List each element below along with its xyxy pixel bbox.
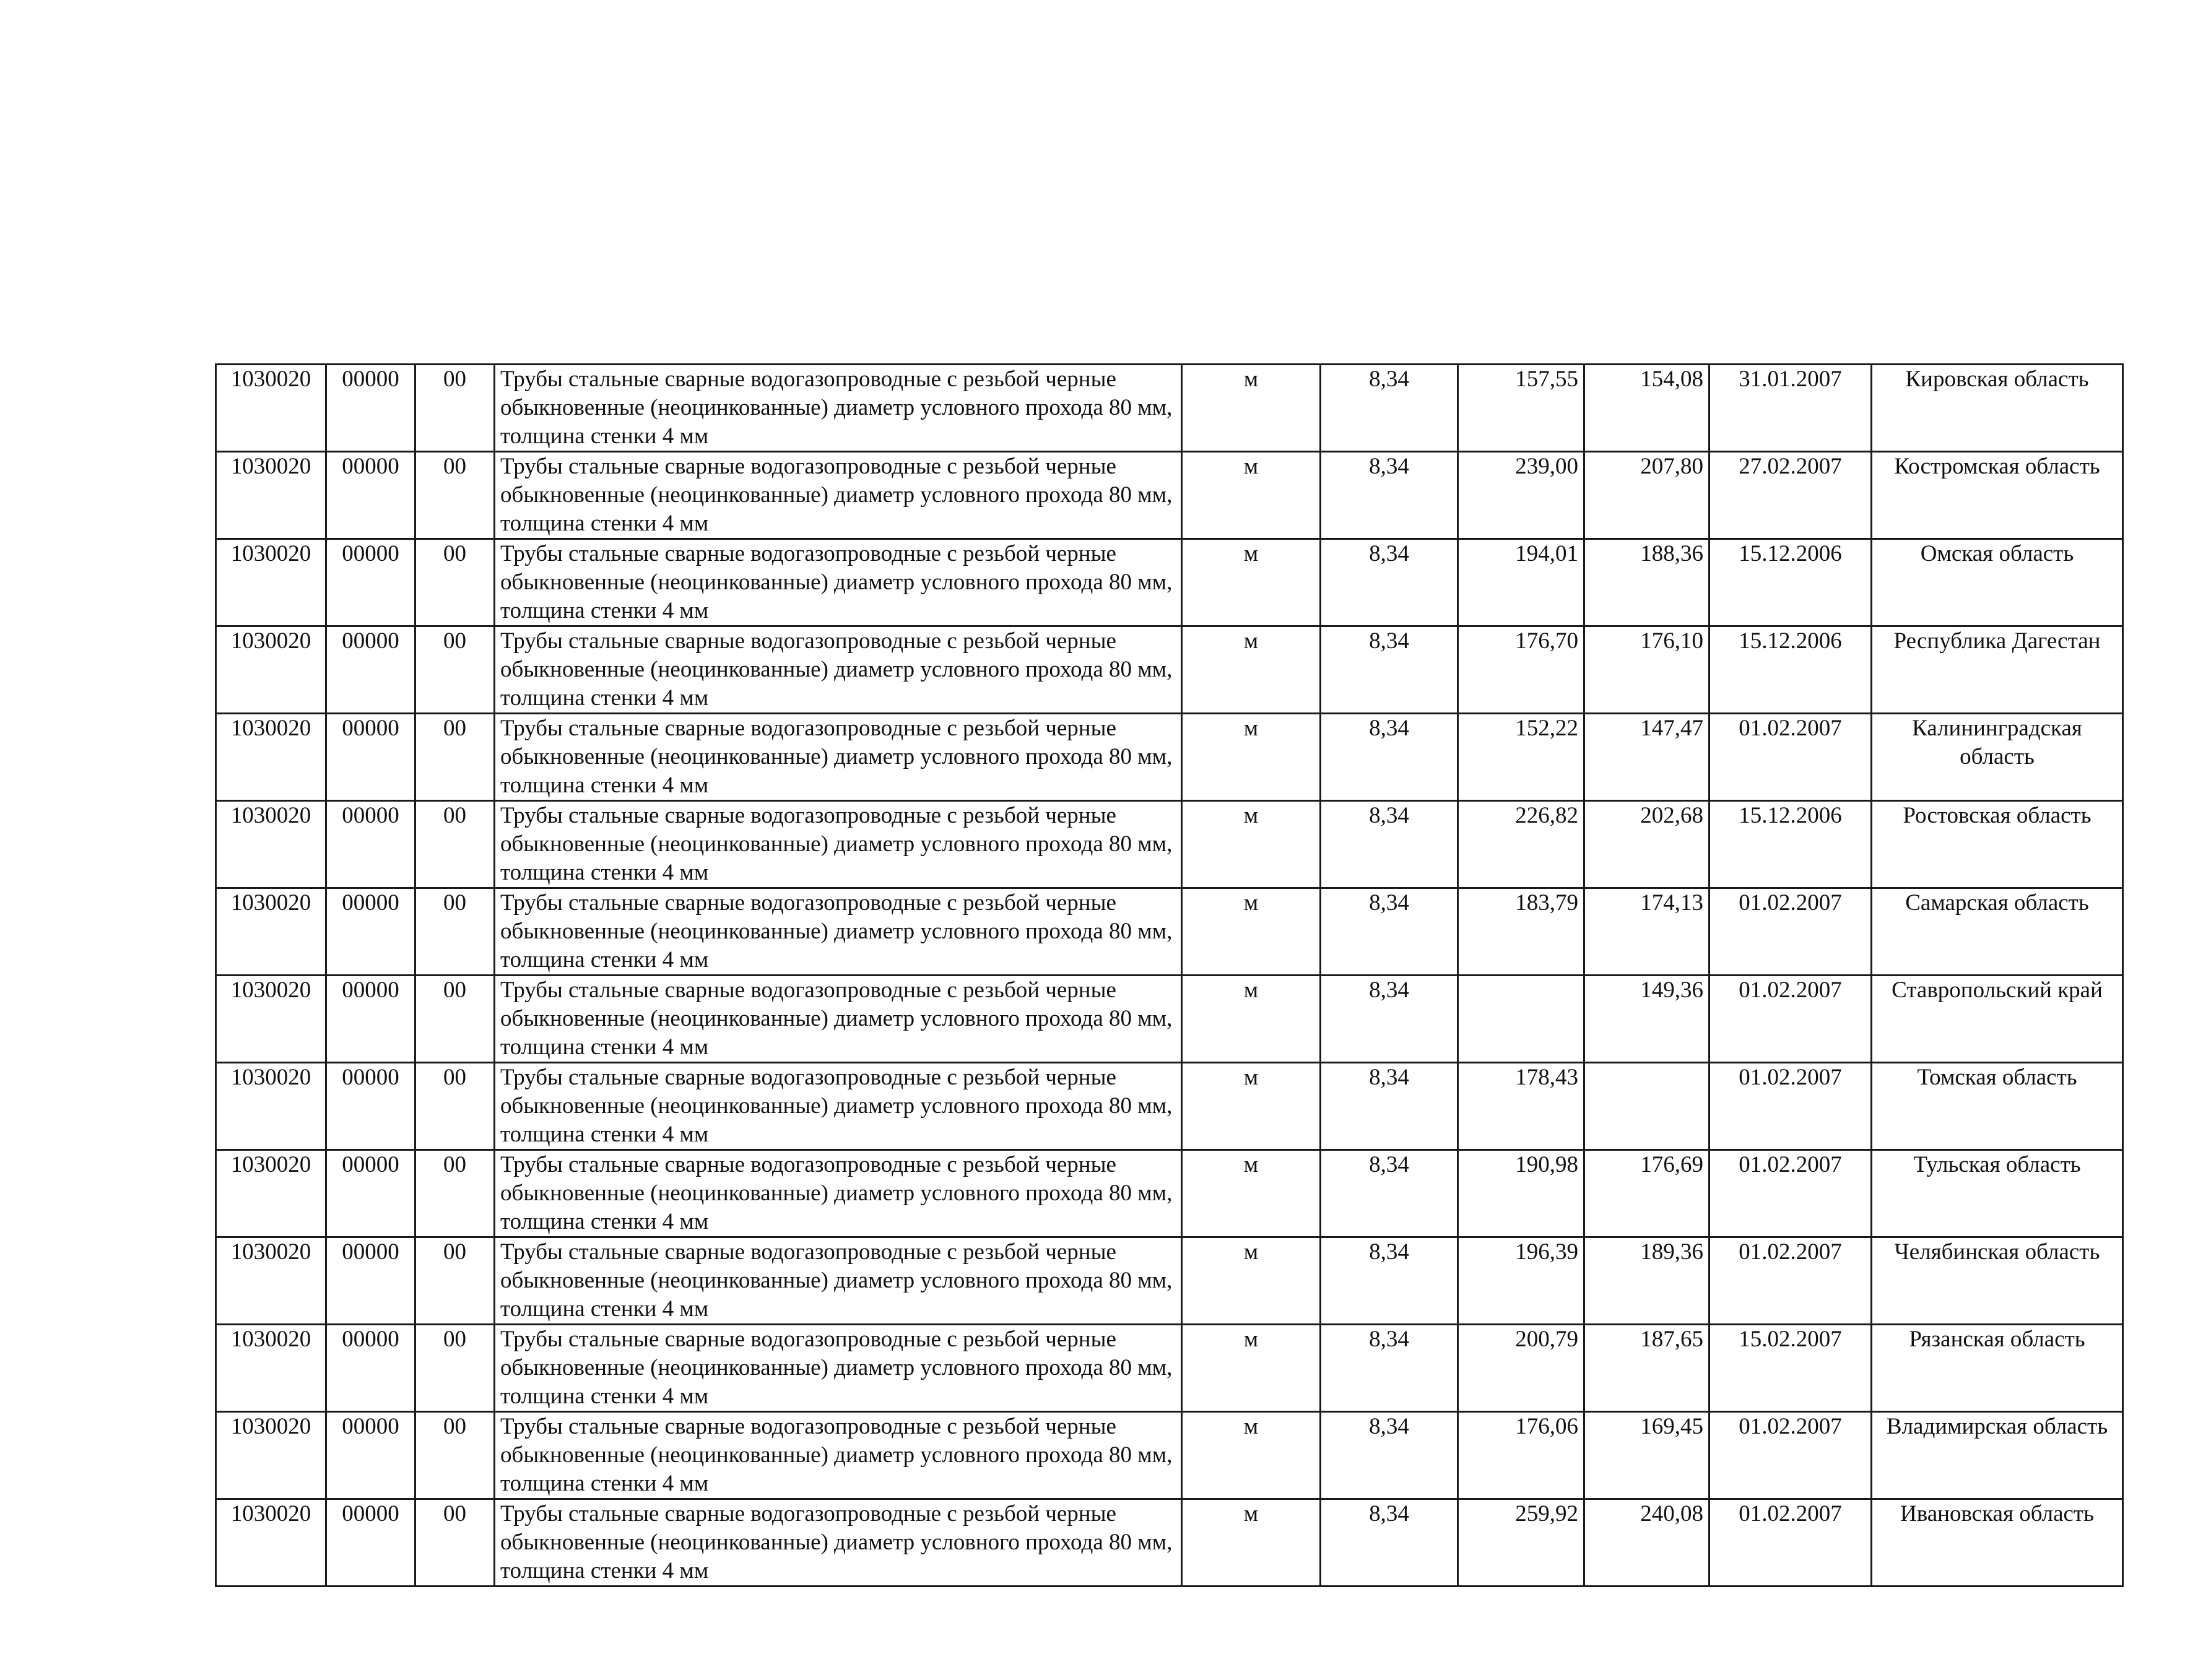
code-cell: 1030020 — [216, 1499, 326, 1587]
code-cell: 1030020 — [216, 365, 326, 452]
date-cell: 01.02.2007 — [1709, 1063, 1872, 1150]
price-cell: 240,08 — [1584, 1499, 1709, 1587]
date-cell: 27.02.2007 — [1709, 452, 1872, 539]
price-cell: 183,79 — [1458, 888, 1584, 976]
price-cell: 207,80 — [1584, 452, 1709, 539]
date-cell: 01.02.2007 — [1709, 976, 1872, 1063]
subcode-cell: 00000 — [326, 888, 415, 976]
suffix-code-cell: 00 — [415, 714, 495, 801]
code-cell: 1030020 — [216, 714, 326, 801]
description-cell: Трубы стальные сварные водогазопроводные с резьбой черные обыкновенные (неоцинкованные) диаметр условного прохода 80 мм, толщина стенки 4 мм — [495, 1499, 1182, 1587]
suffix-code-cell: 00 — [415, 888, 495, 976]
price-cell: 152,22 — [1458, 714, 1584, 801]
unit-cell: м — [1182, 539, 1321, 626]
price-cell: 154,08 — [1584, 365, 1709, 452]
region-cell: Омская область — [1872, 539, 2123, 626]
code-cell: 1030020 — [216, 626, 326, 714]
quantity-cell: 8,34 — [1321, 1063, 1458, 1150]
code-cell: 1030020 — [216, 1412, 326, 1499]
table-row — [216, 1325, 2123, 1412]
price-cell: 189,36 — [1584, 1237, 1709, 1325]
table-row — [216, 1412, 2123, 1499]
unit-cell: м — [1182, 626, 1321, 714]
code-cell: 1030020 — [216, 1063, 326, 1150]
unit-cell: м — [1182, 1237, 1321, 1325]
unit-cell: м — [1182, 365, 1321, 452]
price-cell: 187,65 — [1584, 1325, 1709, 1412]
suffix-code-cell: 00 — [415, 539, 495, 626]
subcode-cell: 00000 — [326, 714, 415, 801]
subcode-cell: 00000 — [326, 976, 415, 1063]
subcode-cell: 00000 — [326, 626, 415, 714]
quantity-cell: 8,34 — [1321, 452, 1458, 539]
subcode-cell: 00000 — [326, 1412, 415, 1499]
price-cell — [1584, 1063, 1709, 1150]
code-cell: 1030020 — [216, 539, 326, 626]
unit-cell: м — [1182, 888, 1321, 976]
unit-cell: м — [1182, 714, 1321, 801]
date-cell: 01.02.2007 — [1709, 714, 1872, 801]
price-cell: 196,39 — [1458, 1237, 1584, 1325]
region-cell: Ставропольский край — [1872, 976, 2123, 1063]
price-cell: 176,69 — [1584, 1150, 1709, 1237]
region-cell: Самарская область — [1872, 888, 2123, 976]
date-cell: 01.02.2007 — [1709, 1150, 1872, 1237]
subcode-cell: 00000 — [326, 1063, 415, 1150]
subcode-cell: 00000 — [326, 539, 415, 626]
region-cell: Ивановская область — [1872, 1499, 2123, 1587]
unit-cell: м — [1182, 1063, 1321, 1150]
description-cell: Трубы стальные сварные водогазопроводные с резьбой черные обыкновенные (неоцинкованные) диаметр условного прохода 80 мм, толщина стенки 4 мм — [495, 1063, 1182, 1150]
quantity-cell: 8,34 — [1321, 539, 1458, 626]
code-cell: 1030020 — [216, 1325, 326, 1412]
date-cell: 01.02.2007 — [1709, 1499, 1872, 1587]
code-cell: 1030020 — [216, 801, 326, 888]
description-cell: Трубы стальные сварные водогазопроводные с резьбой черные обыкновенные (неоцинкованные) диаметр условного прохода 80 мм, толщина стенки 4 мм — [495, 626, 1182, 714]
price-cell: 169,45 — [1584, 1412, 1709, 1499]
unit-cell: м — [1182, 976, 1321, 1063]
region-cell: Владимирская область — [1872, 1412, 2123, 1499]
table-row — [216, 626, 2123, 714]
price-cell: 149,36 — [1584, 976, 1709, 1063]
quantity-cell: 8,34 — [1321, 976, 1458, 1063]
quantity-cell: 8,34 — [1321, 1499, 1458, 1587]
suffix-code-cell: 00 — [415, 365, 495, 452]
description-cell: Трубы стальные сварные водогазопроводные с резьбой черные обыкновенные (неоцинкованные) диаметр условного прохода 80 мм, толщина стенки 4 мм — [495, 1412, 1182, 1499]
description-cell: Трубы стальные сварные водогазопроводные с резьбой черные обыкновенные (неоцинкованные) диаметр условного прохода 80 мм, толщина стенки 4 мм — [495, 539, 1182, 626]
price-table — [215, 363, 2124, 1587]
table-row — [216, 1150, 2123, 1237]
suffix-code-cell: 00 — [415, 1150, 495, 1237]
date-cell: 31.01.2007 — [1709, 365, 1872, 452]
region-cell: Кировская область — [1872, 365, 2123, 452]
price-cell: 157,55 — [1458, 365, 1584, 452]
unit-cell: м — [1182, 1412, 1321, 1499]
subcode-cell: 00000 — [326, 452, 415, 539]
code-cell: 1030020 — [216, 976, 326, 1063]
unit-cell: м — [1182, 452, 1321, 539]
description-cell: Трубы стальные сварные водогазопроводные с резьбой черные обыкновенные (неоцинкованные) диаметр условного прохода 80 мм, толщина стенки 4 мм — [495, 714, 1182, 801]
date-cell: 15.12.2006 — [1709, 801, 1872, 888]
region-cell: Челябинская область — [1872, 1237, 2123, 1325]
quantity-cell: 8,34 — [1321, 1237, 1458, 1325]
price-cell: 147,47 — [1584, 714, 1709, 801]
quantity-cell: 8,34 — [1321, 1150, 1458, 1237]
table-row — [216, 1063, 2123, 1150]
table-row — [216, 365, 2123, 452]
price-cell: 259,92 — [1458, 1499, 1584, 1587]
unit-cell: м — [1182, 1499, 1321, 1587]
region-cell: Костромская область — [1872, 452, 2123, 539]
description-cell: Трубы стальные сварные водогазопроводные с резьбой черные обыкновенные (неоцинкованные) диаметр условного прохода 80 мм, толщина стенки 4 мм — [495, 365, 1182, 452]
quantity-cell: 8,34 — [1321, 888, 1458, 976]
date-cell: 01.02.2007 — [1709, 1412, 1872, 1499]
price-cell: 176,10 — [1584, 626, 1709, 714]
description-cell: Трубы стальные сварные водогазопроводные с резьбой черные обыкновенные (неоцинкованные) диаметр условного прохода 80 мм, толщина стенки 4 мм — [495, 1150, 1182, 1237]
quantity-cell: 8,34 — [1321, 801, 1458, 888]
table-body — [216, 365, 2123, 1587]
table-row — [216, 888, 2123, 976]
quantity-cell: 8,34 — [1321, 626, 1458, 714]
suffix-code-cell: 00 — [415, 1412, 495, 1499]
suffix-code-cell: 00 — [415, 1063, 495, 1150]
subcode-cell: 00000 — [326, 1325, 415, 1412]
price-cell: 194,01 — [1458, 539, 1584, 626]
code-cell: 1030020 — [216, 1237, 326, 1325]
price-cell: 176,06 — [1458, 1412, 1584, 1499]
quantity-cell: 8,34 — [1321, 1412, 1458, 1499]
quantity-cell: 8,34 — [1321, 1325, 1458, 1412]
subcode-cell: 00000 — [326, 1150, 415, 1237]
unit-cell: м — [1182, 801, 1321, 888]
table-row — [216, 1499, 2123, 1587]
price-cell: 174,13 — [1584, 888, 1709, 976]
subcode-cell: 00000 — [326, 1499, 415, 1587]
table-row — [216, 1237, 2123, 1325]
subcode-cell: 00000 — [326, 365, 415, 452]
description-cell: Трубы стальные сварные водогазопроводные с резьбой черные обыкновенные (неоцинкованные) диаметр условного прохода 80 мм, толщина стенки 4 мм — [495, 801, 1182, 888]
date-cell: 15.02.2007 — [1709, 1325, 1872, 1412]
suffix-code-cell: 00 — [415, 1237, 495, 1325]
code-cell: 1030020 — [216, 888, 326, 976]
date-cell: 15.12.2006 — [1709, 539, 1872, 626]
description-cell: Трубы стальные сварные водогазопроводные с резьбой черные обыкновенные (неоцинкованные) диаметр условного прохода 80 мм, толщина стенки 4 мм — [495, 1237, 1182, 1325]
description-cell: Трубы стальные сварные водогазопроводные с резьбой черные обыкновенные (неоцинкованные) диаметр условного прохода 80 мм, толщина стенки 4 мм — [495, 1325, 1182, 1412]
price-cell: 176,70 — [1458, 626, 1584, 714]
region-cell: Рязанская область — [1872, 1325, 2123, 1412]
table-row — [216, 801, 2123, 888]
table-row — [216, 714, 2123, 801]
unit-cell: м — [1182, 1150, 1321, 1237]
region-cell: Калининградская область — [1872, 714, 2123, 801]
suffix-code-cell: 00 — [415, 1499, 495, 1587]
price-cell — [1458, 976, 1584, 1063]
table-row — [216, 452, 2123, 539]
region-cell: Томская область — [1872, 1063, 2123, 1150]
description-cell: Трубы стальные сварные водогазопроводные с резьбой черные обыкновенные (неоцинкованные) диаметр условного прохода 80 мм, толщина стенки 4 мм — [495, 452, 1182, 539]
code-cell: 1030020 — [216, 452, 326, 539]
date-cell: 15.12.2006 — [1709, 626, 1872, 714]
subcode-cell: 00000 — [326, 1237, 415, 1325]
table-row — [216, 976, 2123, 1063]
price-cell: 188,36 — [1584, 539, 1709, 626]
suffix-code-cell: 00 — [415, 801, 495, 888]
price-cell: 202,68 — [1584, 801, 1709, 888]
suffix-code-cell: 00 — [415, 976, 495, 1063]
suffix-code-cell: 00 — [415, 452, 495, 539]
region-cell: Тульская область — [1872, 1150, 2123, 1237]
date-cell: 01.02.2007 — [1709, 888, 1872, 976]
unit-cell: м — [1182, 1325, 1321, 1412]
description-cell: Трубы стальные сварные водогазопроводные с резьбой черные обыкновенные (неоцинкованные) диаметр условного прохода 80 мм, толщина стенки 4 мм — [495, 976, 1182, 1063]
price-cell: 226,82 — [1458, 801, 1584, 888]
price-cell: 178,43 — [1458, 1063, 1584, 1150]
table-row — [216, 539, 2123, 626]
quantity-cell: 8,34 — [1321, 714, 1458, 801]
code-cell: 1030020 — [216, 1150, 326, 1237]
price-cell: 190,98 — [1458, 1150, 1584, 1237]
price-cell: 239,00 — [1458, 452, 1584, 539]
price-cell: 200,79 — [1458, 1325, 1584, 1412]
suffix-code-cell: 00 — [415, 626, 495, 714]
suffix-code-cell: 00 — [415, 1325, 495, 1412]
description-cell: Трубы стальные сварные водогазопроводные с резьбой черные обыкновенные (неоцинкованные) диаметр условного прохода 80 мм, толщина стенки 4 мм — [495, 888, 1182, 976]
date-cell: 01.02.2007 — [1709, 1237, 1872, 1325]
region-cell: Ростовская область — [1872, 801, 2123, 888]
subcode-cell: 00000 — [326, 801, 415, 888]
region-cell: Республика Дагестан — [1872, 626, 2123, 714]
quantity-cell: 8,34 — [1321, 365, 1458, 452]
